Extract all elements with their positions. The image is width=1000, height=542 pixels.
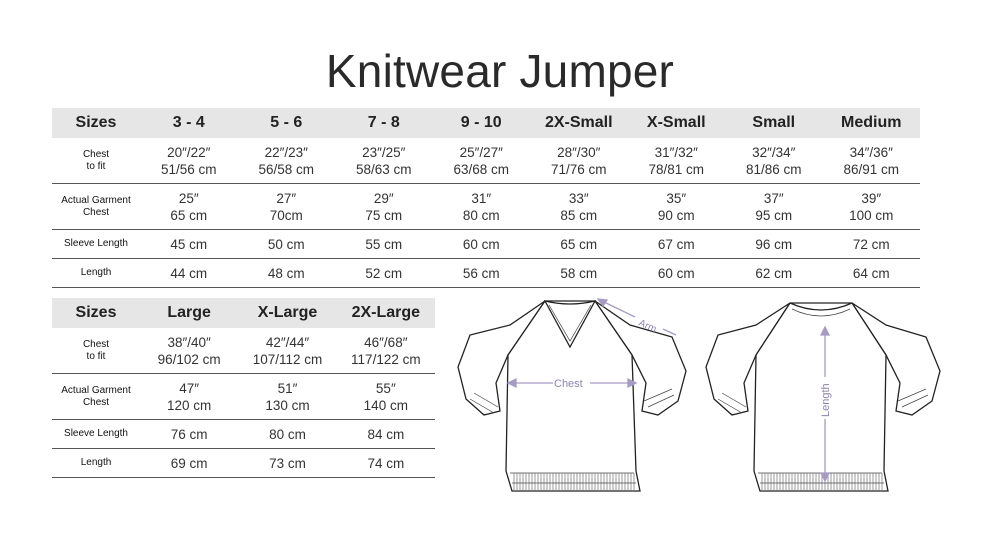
table-header-row bbox=[52, 298, 435, 328]
size-column-header: 2X-Small bbox=[530, 108, 628, 138]
row-label-line: Sleeve Length bbox=[64, 238, 128, 249]
measurement-cell bbox=[140, 259, 238, 288]
measurement-value: 67 cm bbox=[657, 236, 695, 252]
measurement-cell bbox=[725, 184, 823, 230]
row-label bbox=[52, 374, 140, 420]
measurement-value: 32″/34″ bbox=[752, 144, 796, 160]
measurement-cell bbox=[335, 184, 433, 230]
arm-measure-label: Arm bbox=[636, 317, 659, 336]
measurement-cell bbox=[337, 420, 435, 449]
measurement-value: 100 cm bbox=[849, 207, 894, 223]
row-label-line: Actual Garment bbox=[61, 384, 131, 396]
measurement-cell bbox=[823, 184, 921, 230]
measurement-cell bbox=[238, 328, 336, 374]
measurement-cell bbox=[823, 259, 921, 288]
measurement-value: 38″/40″ bbox=[167, 334, 211, 350]
row-label bbox=[52, 184, 140, 230]
measurement-value: 22″/23″ bbox=[264, 144, 308, 160]
sizes-header: Sizes bbox=[52, 298, 140, 328]
length-measure-label: Length bbox=[820, 383, 832, 417]
measurement-value: 76 cm bbox=[170, 426, 208, 442]
measurement-cell bbox=[238, 420, 336, 449]
row-label bbox=[52, 420, 140, 449]
measurement-value: 42″/44″ bbox=[265, 334, 310, 350]
measurement-value: 58/63 cm bbox=[355, 161, 412, 177]
measurement-cell bbox=[140, 138, 238, 184]
measurement-cell bbox=[530, 184, 628, 230]
measurement-cell bbox=[140, 374, 238, 420]
measurement-value: 71/76 cm bbox=[550, 161, 607, 177]
measurement-cell bbox=[238, 259, 336, 288]
measurement-cell bbox=[628, 184, 726, 230]
sweater-front-diagram bbox=[450, 295, 700, 495]
measurement-value: 75 cm bbox=[365, 207, 403, 223]
measurement-cell bbox=[823, 138, 921, 184]
measurement-cell bbox=[335, 259, 433, 288]
row-label-line: Length bbox=[80, 267, 112, 278]
row-label-line: Chest bbox=[82, 206, 110, 218]
row-label-line: Sleeve Length bbox=[64, 428, 128, 439]
measurement-value: 95 cm bbox=[755, 207, 793, 223]
table-row bbox=[52, 259, 920, 288]
chest-measure-label: Chest bbox=[554, 378, 583, 390]
size-column-header: 9 - 10 bbox=[433, 108, 531, 138]
measurement-value: 58 cm bbox=[560, 265, 598, 281]
measurement-cell bbox=[337, 328, 435, 374]
sizes-header: Sizes bbox=[52, 108, 140, 138]
measurement-value: 31″ bbox=[471, 190, 492, 206]
measurement-value: 25″/27″ bbox=[459, 144, 503, 160]
size-column-header: Small bbox=[725, 108, 823, 138]
measurement-value: 80 cm bbox=[269, 426, 306, 442]
measurement-value: 90 cm bbox=[657, 207, 695, 223]
measurement-cell bbox=[335, 230, 433, 259]
measurement-value: 72 cm bbox=[852, 236, 890, 252]
measurement-value: 65 cm bbox=[560, 236, 598, 252]
measurement-value: 33″ bbox=[568, 190, 589, 206]
measurement-value: 86/91 cm bbox=[843, 161, 900, 177]
measurement-cell bbox=[725, 230, 823, 259]
measurement-value: 46″/68″ bbox=[364, 334, 408, 350]
measurement-cell bbox=[628, 138, 726, 184]
table-row bbox=[52, 449, 435, 478]
measurement-value: 39″ bbox=[861, 190, 882, 206]
measurement-value: 63/68 cm bbox=[453, 161, 510, 177]
row-label-line: Length bbox=[80, 457, 112, 468]
measurement-cell bbox=[628, 259, 726, 288]
table-header-row bbox=[52, 108, 920, 138]
measurement-value: 62 cm bbox=[755, 265, 793, 281]
measurement-value: 55″ bbox=[375, 380, 396, 396]
page-title: Knitwear Jumper bbox=[325, 45, 675, 97]
measurement-cell bbox=[530, 138, 628, 184]
measurement-value: 81/86 cm bbox=[745, 161, 802, 177]
measurement-value: 69 cm bbox=[170, 455, 208, 471]
measurement-value: 56 cm bbox=[462, 265, 500, 281]
measurement-value: 50 cm bbox=[267, 236, 305, 252]
table-row bbox=[52, 184, 920, 230]
measurement-cell bbox=[140, 420, 238, 449]
row-label-line: to fit bbox=[86, 160, 106, 172]
measurement-value: 31″/32″ bbox=[654, 144, 698, 160]
measurement-cell bbox=[725, 259, 823, 288]
table-row bbox=[52, 138, 920, 184]
measurement-value: 70cm bbox=[269, 207, 303, 223]
measurement-cell bbox=[335, 138, 433, 184]
size-column-header: 3 - 4 bbox=[140, 108, 238, 138]
size-column-header: 5 - 6 bbox=[238, 108, 336, 138]
sweater-back-diagram bbox=[700, 295, 952, 495]
measurement-value: 28″/30″ bbox=[557, 144, 601, 160]
measurement-value: 35″ bbox=[666, 190, 687, 206]
measurement-value: 48 cm bbox=[267, 265, 305, 281]
measurement-value: 130 cm bbox=[265, 397, 310, 413]
measurement-value: 51″ bbox=[277, 380, 298, 396]
row-label-line: Chest bbox=[82, 338, 110, 350]
measurement-cell bbox=[337, 374, 435, 420]
measurement-value: 85 cm bbox=[560, 207, 598, 223]
measurement-value: 117/122 cm bbox=[351, 351, 421, 367]
size-column-header: 7 - 8 bbox=[335, 108, 433, 138]
measurement-value: 56/58 cm bbox=[258, 161, 315, 177]
measurement-cell bbox=[823, 230, 921, 259]
row-label bbox=[52, 230, 140, 259]
measurement-value: 140 cm bbox=[363, 397, 408, 413]
measurement-value: 47″ bbox=[179, 380, 200, 396]
size-column-header: Medium bbox=[823, 108, 921, 138]
measurement-value: 73 cm bbox=[269, 455, 306, 471]
measurement-value: 96 cm bbox=[755, 236, 793, 252]
size-table-large-to-2x-large bbox=[52, 298, 435, 478]
table-row bbox=[52, 230, 920, 259]
measurement-value: 45 cm bbox=[170, 236, 208, 252]
measurement-value: 55 cm bbox=[365, 236, 403, 252]
row-label-line: Chest bbox=[82, 396, 110, 408]
measurement-value: 23″/25″ bbox=[362, 144, 406, 160]
measurement-value: 80 cm bbox=[462, 207, 500, 223]
measurement-value: 65 cm bbox=[170, 207, 208, 223]
measurement-value: 60 cm bbox=[462, 236, 500, 252]
measurement-value: 20″/22″ bbox=[167, 144, 211, 160]
measurement-cell bbox=[238, 374, 336, 420]
row-label-line: to fit bbox=[86, 350, 106, 362]
measurement-cell bbox=[140, 184, 238, 230]
row-label bbox=[52, 138, 140, 184]
measurement-value: 107/112 cm bbox=[252, 351, 323, 367]
size-column-header: X-Small bbox=[628, 108, 726, 138]
measurement-cell bbox=[238, 138, 336, 184]
measurement-value: 74 cm bbox=[367, 455, 405, 471]
measurement-value: 37″ bbox=[763, 190, 784, 206]
row-label bbox=[52, 449, 140, 478]
measurement-cell bbox=[140, 328, 238, 374]
measurement-value: 60 cm bbox=[657, 265, 695, 281]
measurement-cell bbox=[530, 230, 628, 259]
measurement-value: 25″ bbox=[178, 190, 199, 206]
row-label-line: Actual Garment bbox=[61, 194, 131, 206]
measurement-value: 52 cm bbox=[365, 265, 403, 281]
measurement-value: 51/56 cm bbox=[160, 161, 217, 177]
measurement-cell bbox=[238, 230, 336, 259]
measurement-value: 78/81 cm bbox=[648, 161, 705, 177]
measurement-cell bbox=[530, 259, 628, 288]
table-row bbox=[52, 374, 435, 420]
size-column-header: Large bbox=[140, 298, 238, 328]
measurement-cell bbox=[140, 230, 238, 259]
measurement-cell bbox=[725, 138, 823, 184]
measurement-cell bbox=[140, 449, 238, 478]
size-table-kids-to-medium bbox=[52, 108, 920, 288]
measurement-value: 29″ bbox=[373, 190, 394, 206]
measurement-value: 96/102 cm bbox=[157, 351, 221, 367]
table-row bbox=[52, 420, 435, 449]
measurement-value: 44 cm bbox=[170, 265, 208, 281]
measurement-cell bbox=[238, 184, 336, 230]
measurement-cell bbox=[238, 449, 336, 478]
row-label bbox=[52, 259, 140, 288]
size-column-header: X-Large bbox=[238, 298, 336, 328]
measurement-value: 27″ bbox=[276, 190, 297, 206]
measurement-cell bbox=[433, 259, 531, 288]
row-label bbox=[52, 328, 140, 374]
measurement-cell bbox=[433, 138, 531, 184]
measurement-value: 120 cm bbox=[167, 397, 212, 413]
measurement-cell bbox=[433, 184, 531, 230]
measurement-value: 64 cm bbox=[852, 265, 890, 281]
measurement-value: 84 cm bbox=[367, 426, 405, 442]
measurement-value: 34″/36″ bbox=[849, 144, 893, 160]
table-row bbox=[52, 328, 435, 374]
size-column-header: 2X-Large bbox=[337, 298, 435, 328]
measurement-cell bbox=[433, 230, 531, 259]
measurement-cell bbox=[337, 449, 435, 478]
row-label-line: Chest bbox=[82, 148, 110, 160]
measurement-cell bbox=[628, 230, 726, 259]
